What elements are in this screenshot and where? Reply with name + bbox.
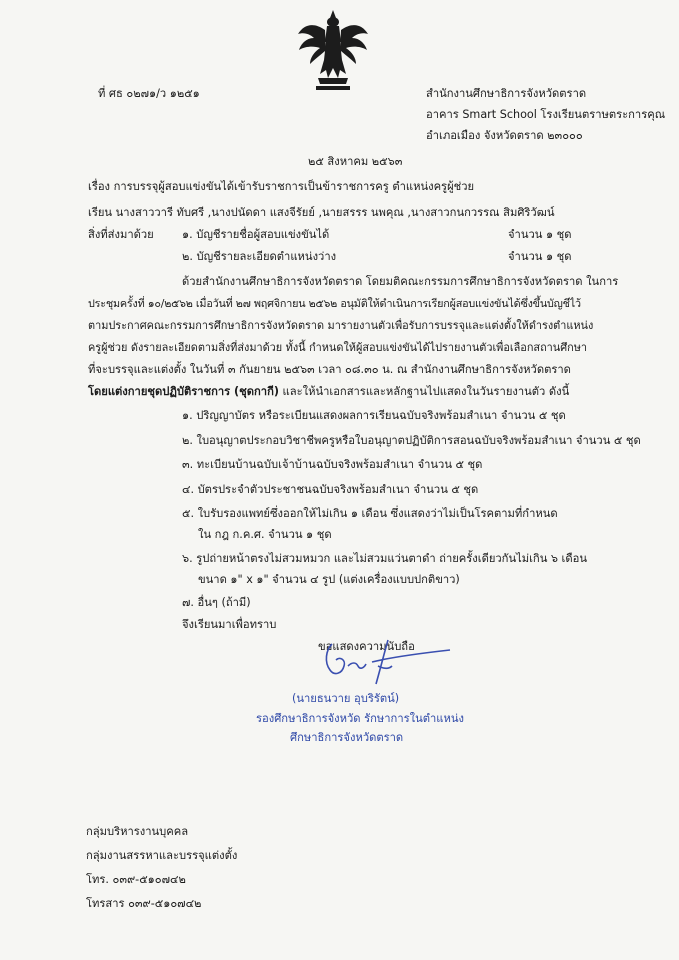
reference-number: ที่ ศธ ๐๒๗๑/ว ๑๒๕๑ [98, 87, 200, 100]
office-building: อาคาร Smart School โรงเรียนตราษตระการคุณ [426, 108, 666, 121]
enclosure-item: ๒. บัญชีรายละเอียดตำแหน่งว่าง [182, 250, 337, 263]
body-line: ที่จะบรรจุและแต่งตั้ง ในวันที่ ๓ กันยายน ๒๕๖๓ เวลา ๐๘.๓๐ น. ณ สำนักงานศึกษาธิการจังหวัดตราด [88, 363, 571, 376]
signer-position: ศึกษาธิการจังหวัดตราด [290, 731, 404, 744]
signer-title: รองศึกษาธิการจังหวัด รักษาการในตำแหน่ง [256, 712, 464, 725]
enclosure-qty: จำนวน ๑ ชุด [508, 228, 572, 241]
document-item: ๗. อื่นๆ (ถ้ามี) [182, 596, 251, 609]
document-item: ๒. ใบอนุญาตประกอบวิชาชีพครูหรือใบอนุญาตปฏิบัติการสอนฉบับจริงพร้อมสำเนา จำนวน ๕ ชุด [182, 434, 641, 447]
document-item: ๖. รูปถ่ายหน้าตรงไม่สวมหมวก และไม่สวมแว่นตาดำ ถ่ายครั้งเดียวกันไม่เกิน ๖ เดือน [182, 552, 588, 565]
footer-department: กลุ่มบริหารงานบุคคล [86, 825, 189, 838]
footer-unit: กลุ่มงานสรรหาและบรรจุแต่งตั้ง [86, 849, 238, 862]
document-item: ๓. ทะเบียนบ้านฉบับเจ้าบ้านฉบับจริงพร้อมสำเนา จำนวน ๕ ชุด [182, 458, 483, 471]
footer-phone: โทร. ๐๓๙-๕๑๐๗๔๒ [86, 873, 186, 886]
body-line: ตามประกาศคณะกรรมการศึกษาธิการจังหวัดตราด มารายงานตัวเพื่อรับการบรรจุและแต่งตั้งให้ดำรงตำแหน่ง [88, 319, 594, 332]
dress-code-rest: และให้นำเอกสารและหลักฐานไปแสดงในวันรายงานตัว ดังนี้ [278, 385, 570, 398]
enclosure-item: ๑. บัญชีรายชื่อผู้สอบแข่งขันได้ [182, 228, 330, 241]
signature-icon [318, 636, 458, 688]
footer-fax: โทรสาร ๐๓๙-๕๑๐๗๔๒ [86, 897, 202, 910]
signer-name: (นายธนวาย อุบริรัตน์) [292, 692, 400, 705]
body-line: ด้วยสำนักงานศึกษาธิการจังหวัดตราด โดยมติคณะกรรมการศึกษาธิการจังหวัดตราด ในการ [182, 275, 619, 288]
enclosures-label: สิ่งที่ส่งมาด้วย [88, 228, 154, 241]
document-item: ๕. ใบรับรองแพทย์ซึ่งออกให้ไม่เกิน ๑ เดือน ซึ่งแสดงว่าไม่เป็นโรคตามที่กำหนด [182, 507, 558, 520]
regards-line: ขอแสดงความนับถือ [318, 640, 415, 653]
document-item: ๔. บัตรประจำตัวประชาชนฉบับจริงพร้อมสำเนา จำนวน ๕ ชุด [182, 483, 479, 496]
enclosure-qty: จำนวน ๑ ชุด [508, 250, 572, 263]
document-date: ๒๕ สิงหาคม ๒๕๖๓ [308, 155, 403, 168]
recipients-line: เรียน นางสาววารี ทับศรี ,นางปนัดดา แสงจีรัยย์ ,นายสรรร นพคุณ ,นางสาวกนกวรรณ สิมศิริวัฒน์ [88, 206, 555, 219]
document-item-continued: ขนาด ๑" x ๑" จำนวน ๔ รูป (แต่งเครื่องแบบปกติขาว) [198, 573, 460, 586]
dress-code-bold: โดยแต่งกายชุดปฏิบัติราชการ (ชุดกากี) [88, 385, 279, 398]
subject-line: เรื่อง การบรรจุผู้สอบแข่งขันได้เข้ารับราชการเป็นข้าราชการครู ตำแหน่งครูผู้ช่วย [88, 180, 475, 193]
body-line: ครูผู้ช่วย ดังรายละเอียดตามสิ่งที่ส่งมาด้วย ทั้งนี้ กำหนดให้ผู้สอบแข่งขันได้ไปรายงานตัวเพื่อเลือกสถานศึกษา [88, 341, 588, 354]
dress-code-line [88, 385, 569, 399]
body-line: ประชุมครั้งที่ ๑๐/๒๕๖๒ เมื่อวันที่ ๒๗ พฤศจิกายน ๒๕๖๒ อนุมัติให้ดำเนินการเรียกผู้สอบแข่งขันได้ซึ่งขึ้นบัญชีไว้ [88, 297, 581, 310]
office-name: สำนักงานศึกษาธิการจังหวัดตราด [426, 87, 587, 100]
document-item: ๑. ปริญญาบัตร หรือระเบียนแสดงผลการเรียนฉบับจริงพร้อมสำเนา จำนวน ๕ ชุด [182, 409, 566, 422]
garuda-emblem-icon [296, 8, 370, 92]
document-item-continued: ใน กฎ ก.ค.ศ. จำนวน ๑ ชุด [198, 528, 332, 541]
closing-line: จึงเรียนมาเพื่อทราบ [182, 618, 277, 631]
office-district: อำเภอเมือง จังหวัดตราด ๒๓๐๐๐ [426, 129, 583, 142]
